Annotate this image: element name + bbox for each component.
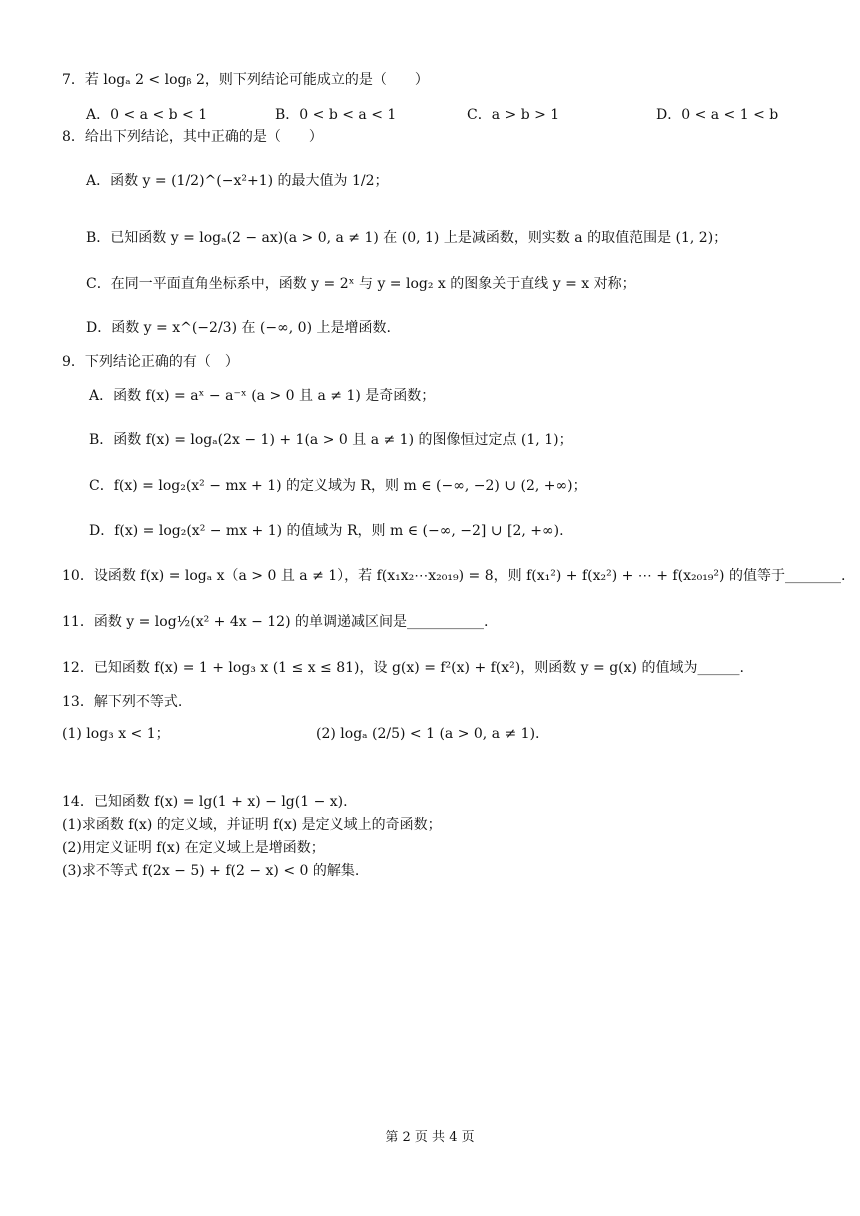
q8-option-c: C．在同一平面直角坐标系中，函数 y = 2ˣ 与 y = log₂ x 的图象关于直线 y = x 对称； [86, 276, 636, 292]
q14-part-3: (3)求不等式 f(2x − 5) + f(2 − x) < 0 的解集. [62, 863, 360, 879]
q14-stem: 14．已知函数 f(x) = lg(1 + x) − lg(1 − x). [62, 794, 348, 810]
q9-option-c: C．f(x) = log₂(x² − mx + 1) 的定义域为 R，则 m ∈ (−∞, −2) ∪ (2, +∞)； [89, 478, 587, 494]
q8-stem: 8．给出下列结论，其中正确的是（ ） [62, 129, 323, 145]
q14-part-2: (2)用定义证明 f(x) 在定义域上是增函数； [62, 840, 325, 856]
q14-part-1: (1)求函数 f(x) 的定义域，并证明 f(x) 是定义域上的奇函数； [62, 817, 442, 833]
question-12: 12．已知函数 f(x) = 1 + log₃ x (1 ≤ x ≤ 81)，设 g(x) = f²(x) + f(x²)，则函数 y = g(x) 的值域为______. [62, 660, 744, 676]
q13-stem: 13．解下列不等式. [62, 694, 183, 710]
q9-option-b: B．函数 f(x) = logₐ(2x − 1) + 1(a > 0 且 a ≠ 1) 的图像恒过定点 (1, 1)； [89, 432, 573, 448]
q9-option-d: D．f(x) = log₂(x² − mx + 1) 的值域为 R，则 m ∈ (−∞, −2] ∪ [2, +∞). [89, 523, 564, 539]
question-10: 10．设函数 f(x) = logₐ x（a > 0 且 a ≠ 1），若 f(x₁x₂⋯x₂₀₁₉) = 8，则 f(x₁²) + f(x₂²) + ⋯ + f(x₂₀₁₉²) 的值等于________. [62, 568, 846, 584]
q9-option-a: A．函数 f(x) = aˣ − a⁻ˣ (a > 0 且 a ≠ 1) 是奇函数； [89, 388, 436, 404]
q7-stem: 7．若 logₐ 2 < logᵦ 2，则下列结论可能成立的是（ ） [62, 72, 429, 88]
q7-option-a: A．0 < a < b < 1 [86, 107, 208, 123]
q8-option-d: D．函数 y = x^(−2/3) 在 (−∞, 0) 上是增函数. [86, 320, 391, 336]
q8-option-b: B．已知函数 y = logₐ(2 − ax)(a > 0, a ≠ 1) 在 (0, 1) 上是减函数，则实数 a 的取值范围是 (1, 2)； [86, 230, 728, 246]
q7-option-d: D．0 < a < 1 < b [656, 107, 779, 123]
q8-option-a: A．函数 y = (1/2)^(−x²+1) 的最大值为 1/2； [86, 173, 389, 189]
q7-option-c: C．a > b > 1 [467, 107, 560, 123]
q9-stem: 9．下列结论正确的有（ ） [62, 354, 239, 370]
page-footer: 第 2 页 共 4 页 [385, 1130, 475, 1145]
q7-option-b: B．0 < b < a < 1 [275, 107, 397, 123]
question-11: 11．函数 y = log½(x² + 4x − 12) 的单调递减区间是___________. [62, 614, 489, 630]
q13-part-1: (1) log₃ x < 1； [62, 726, 170, 742]
q13-part-2: (2) logₐ (2/5) < 1 (a > 0, a ≠ 1). [316, 726, 540, 742]
